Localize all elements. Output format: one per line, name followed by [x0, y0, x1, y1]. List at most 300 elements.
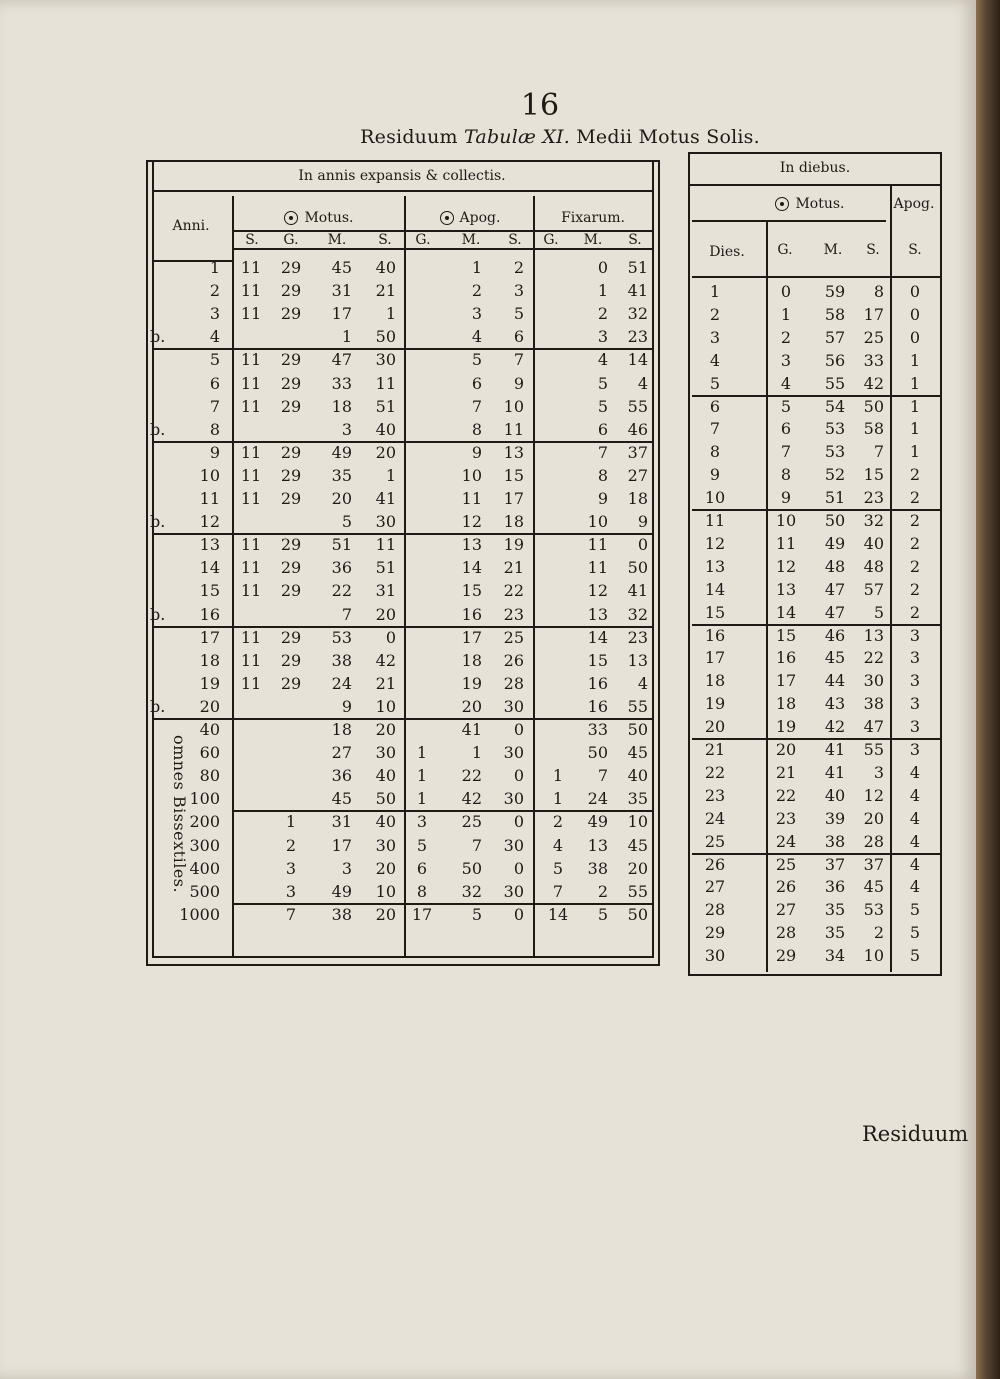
left-cell-mS: 11: [240, 627, 262, 647]
right-cell-g: 23: [775, 808, 797, 828]
left-cell-aM: 3: [471, 304, 482, 324]
left-cell-fG: 1: [552, 789, 564, 809]
right-cell-g: 21: [775, 762, 797, 782]
left-cell-fS: 41: [627, 281, 648, 301]
right-cell-s: 8: [873, 282, 884, 301]
right-cell-g: 18: [775, 694, 797, 714]
right-cell-m: 39: [824, 808, 846, 828]
left-cell-anni: 5: [209, 350, 220, 370]
right-cell-m: 34: [824, 946, 846, 966]
left-cell-anni: 100: [189, 789, 220, 809]
right-cell-m: 49: [824, 533, 846, 553]
left-cell-mG: 3: [285, 858, 297, 878]
left-cell-aS: 22: [503, 581, 524, 601]
left-cell-mG: 29: [280, 281, 302, 301]
vertical-label-bissextiles: omnes Bissextiles.: [170, 735, 189, 894]
right-cell-d: 16: [704, 625, 726, 645]
right-cell-a: 2: [909, 602, 921, 622]
right-cell-s: 12: [863, 785, 884, 805]
left-cell-aS: 3: [513, 281, 524, 301]
left-cell-mM: 47: [331, 350, 352, 370]
left-cell-aM: 1: [471, 258, 482, 277]
right-cell-s: 15: [863, 465, 884, 485]
right-cell-s: 10: [863, 946, 884, 966]
right-cell-s: 38: [863, 694, 884, 714]
left-cell-anni: 3: [209, 304, 220, 324]
right-cell-d: 2: [709, 304, 721, 324]
left-cell-fS: 23: [627, 627, 648, 647]
left-cell-mM: 1: [341, 327, 352, 347]
right-cell-g: 7: [780, 442, 792, 462]
right-cell-d: 25: [704, 831, 726, 851]
left-cell-aM: 13: [461, 535, 482, 555]
title-part-2: Tabulæ XI.: [464, 126, 570, 148]
left-cell-b: b.: [150, 419, 166, 439]
left-cell-mSec: 42: [375, 650, 396, 670]
left-cell-b: b.: [150, 327, 166, 347]
page-number: 16: [520, 88, 560, 123]
left-cell-anni: 80: [199, 766, 220, 786]
left-cell-mSec: 40: [375, 766, 396, 786]
left-cell-anni: 60: [199, 743, 220, 763]
left-cell-aG: 8: [416, 881, 428, 901]
sun-symbol-icon: [775, 197, 789, 211]
right-cell-m: 53: [824, 419, 846, 439]
left-cell-aM: 16: [461, 604, 482, 624]
right-subheader-rule: [692, 220, 886, 222]
left-cell-fM: 3: [597, 327, 608, 347]
left-cell-mG: 1: [285, 812, 297, 832]
left-cell-mSec: 40: [375, 258, 396, 277]
right-group-rule: [692, 853, 940, 855]
sub-right-apog-s: S.: [908, 242, 922, 258]
left-cell-aS: 7: [513, 350, 524, 370]
right-group-rule: [692, 738, 940, 740]
right-cell-g: 5: [780, 396, 792, 416]
left-cell-fM: 4: [597, 350, 608, 370]
left-cell-fM: 16: [587, 696, 608, 716]
left-cell-aM: 5: [471, 904, 482, 924]
anni-group-rule: [154, 441, 232, 443]
right-cell-s: 37: [863, 854, 884, 874]
right-cell-a: 0: [909, 327, 921, 347]
right-cell-m: 35: [824, 923, 846, 943]
left-cell-fM: 5: [597, 904, 608, 924]
right-cell-s: 13: [863, 625, 884, 645]
right-cell-s: 50: [863, 396, 884, 416]
left-cell-mSec: 51: [375, 396, 396, 416]
right-cell-m: 37: [824, 854, 846, 874]
left-cell-mM: 17: [331, 304, 352, 324]
right-cell-d: 5: [709, 373, 721, 393]
left-cell-mG: 3: [285, 881, 297, 901]
right-cell-a: 2: [909, 488, 921, 508]
right-table-caption: In diebus.: [779, 160, 851, 176]
right-cell-s: 28: [863, 831, 884, 851]
right-cell-d: 8: [709, 442, 721, 462]
left-cell-aM: 50: [461, 858, 482, 878]
left-cell-anni: 500: [189, 881, 220, 901]
sub-right-g: G.: [777, 242, 793, 258]
header-right-apog: Apog.: [893, 196, 935, 212]
right-cell-g: 29: [775, 946, 797, 966]
left-cell-mS: 11: [240, 304, 262, 324]
left-cell-fG: 14: [547, 904, 569, 924]
left-cell-mSec: 11: [375, 535, 396, 555]
left-cell-mS: 11: [240, 465, 262, 485]
left-cell-aG: 5: [416, 835, 428, 855]
left-cell-fM: 16: [587, 673, 608, 693]
right-cell-m: 41: [824, 762, 846, 782]
left-cell-aM: 2: [471, 281, 482, 301]
right-cell-d: 20: [704, 717, 726, 737]
catchword: Residuum: [862, 1122, 969, 1146]
left-cell-mSec: 50: [375, 789, 396, 809]
header-anni: Anni.: [172, 218, 210, 234]
left-cell-aM: 19: [461, 673, 482, 693]
right-cell-m: 38: [824, 831, 846, 851]
left-cell-fS: 50: [627, 720, 648, 739]
right-cell-s: 55: [863, 740, 884, 759]
right-cell-a: 4: [909, 762, 921, 782]
left-cell-anni: 17: [199, 627, 220, 647]
book-edge: [976, 0, 1000, 1379]
right-cell-g: 16: [775, 648, 797, 668]
left-cell-fS: 51: [627, 258, 648, 277]
right-cell-m: 55: [824, 373, 846, 393]
sub-motus-s: S.: [245, 232, 259, 248]
left-cell-anni: 6: [209, 373, 220, 393]
title-part-1: Residuum: [360, 126, 465, 148]
left-cell-anni: 400: [189, 858, 220, 878]
left-cell-mM: 27: [331, 743, 352, 763]
right-cell-m: 47: [824, 602, 846, 622]
right-cell-d: 10: [704, 488, 726, 508]
right-cell-m: 47: [824, 579, 846, 599]
right-cell-m: 48: [824, 556, 846, 576]
rule-dies-motus: [766, 222, 768, 972]
left-cell-fM: 7: [597, 766, 608, 786]
left-cell-anni: 10: [199, 465, 220, 485]
left-cell-aS: 30: [503, 696, 524, 716]
left-cell-mM: 53: [331, 627, 352, 647]
left-cell-mSec: 41: [375, 489, 396, 508]
right-cell-d: 3: [709, 327, 721, 347]
right-cell-g: 6: [780, 419, 792, 439]
left-cell-fS: 50: [627, 558, 648, 578]
right-cell-d: 7: [709, 419, 721, 439]
left-cell-mM: 51: [331, 535, 352, 555]
left-cell-aS: 28: [503, 673, 524, 693]
left-cell-fS: 4: [637, 373, 648, 393]
left-cell-fS: 14: [627, 350, 648, 370]
left-cell-fS: 0: [637, 535, 648, 555]
left-cell-aG: 1: [416, 789, 428, 809]
left-cell-aS: 30: [503, 835, 524, 855]
left-cell-mG: 29: [280, 465, 302, 485]
left-cell-aM: 7: [471, 396, 482, 416]
right-cell-d: 18: [704, 671, 726, 691]
right-cell-g: 9: [780, 488, 792, 508]
left-cell-anni: 200: [189, 812, 220, 832]
right-cell-m: 41: [824, 740, 846, 759]
left-cell-aS: 9: [513, 373, 524, 393]
left-cell-fS: 40: [627, 766, 648, 786]
left-cell-aM: 42: [461, 789, 482, 809]
left-cell-mG: 29: [280, 373, 302, 393]
sub-fix-s: S.: [628, 232, 642, 248]
right-cell-m: 59: [824, 282, 846, 301]
left-cell-mSec: 20: [375, 720, 396, 739]
right-cell-d: 17: [704, 648, 726, 668]
rule-motus-apog: [404, 196, 406, 956]
right-cell-m: 53: [824, 442, 846, 462]
right-cell-m: 50: [824, 511, 846, 530]
left-cell-mM: 45: [331, 789, 352, 809]
left-cell-mM: 7: [341, 604, 352, 624]
left-cell-mSec: 1: [385, 304, 396, 324]
right-cell-g: 17: [775, 671, 797, 691]
header-motus: [236, 210, 402, 226]
left-cell-aS: 25: [503, 627, 524, 647]
right-cell-g: 3: [780, 350, 792, 370]
left-cell-fS: 41: [627, 581, 648, 601]
left-cell-aS: 5: [513, 304, 524, 324]
right-group-rule: [692, 395, 940, 397]
left-cell-mM: 18: [331, 396, 352, 416]
right-cell-a: 3: [909, 694, 921, 714]
left-cell-mM: 45: [331, 258, 352, 277]
right-cell-d: 28: [704, 900, 726, 920]
left-cell-fS: 9: [637, 512, 648, 532]
right-cell-s: 47: [863, 717, 884, 737]
left-cell-fG: 7: [552, 881, 564, 901]
left-cell-mSec: 1: [385, 465, 396, 485]
right-cell-a: 3: [909, 648, 921, 668]
left-cell-aM: 32: [461, 881, 482, 901]
right-cell-g: 22: [775, 785, 797, 805]
right-cell-a: 2: [909, 556, 921, 576]
rule-apog-fix: [533, 196, 535, 956]
left-cell-aS: 19: [503, 535, 524, 555]
left-caption-rule: [152, 190, 652, 192]
right-cell-d: 11: [704, 511, 726, 530]
left-cell-aM: 10: [461, 465, 482, 485]
right-cell-d: 22: [704, 762, 726, 782]
right-cell-d: 19: [704, 694, 726, 714]
left-cell-fM: 2: [597, 304, 608, 324]
right-cell-a: 1: [909, 442, 921, 462]
left-cell-aM: 4: [471, 327, 482, 347]
left-cell-aG: 6: [416, 858, 428, 878]
left-cell-mSec: 30: [375, 512, 396, 532]
right-cell-a: 4: [909, 808, 921, 828]
left-cell-aS: 21: [503, 558, 524, 578]
left-cell-mSec: 20: [375, 904, 396, 924]
header-motus-label: Motus.: [304, 210, 354, 226]
left-cell-aM: 8: [471, 419, 482, 439]
left-cell-fS: 13: [627, 650, 648, 670]
left-cell-anni: 13: [199, 535, 220, 555]
page-title: [0, 126, 1000, 148]
right-cell-m: 42: [824, 717, 846, 737]
right-cell-m: 35: [824, 900, 846, 920]
right-cell-d: 1: [709, 282, 721, 301]
subheader-rule-bottom: [234, 248, 652, 250]
left-cell-fS: 55: [627, 696, 648, 716]
left-group-rule: [234, 903, 652, 905]
left-cell-mM: 5: [341, 512, 352, 532]
left-cell-mS: 11: [240, 581, 262, 601]
right-cell-a: 0: [909, 282, 921, 301]
right-cell-d: 29: [704, 923, 726, 943]
left-cell-aS: 0: [513, 812, 524, 832]
left-cell-aM: 9: [471, 442, 482, 462]
right-cell-a: 4: [909, 831, 921, 851]
right-cell-d: 27: [704, 877, 726, 897]
left-cell-mSec: 31: [375, 581, 396, 601]
left-cell-fM: 5: [597, 396, 608, 416]
right-header-rule: [692, 276, 940, 278]
left-cell-mSec: 20: [375, 604, 396, 624]
sub-apog-g: G.: [415, 232, 431, 248]
anni-group-rule: [154, 718, 232, 720]
right-cell-g: 28: [775, 923, 797, 943]
left-cell-anni: 16: [199, 604, 220, 624]
anni-group-rule: [154, 348, 232, 350]
right-cell-g: 0: [780, 282, 792, 301]
left-cell-aM: 20: [461, 696, 482, 716]
sub-apog-s: S.: [508, 232, 522, 248]
left-cell-fS: 50: [627, 904, 648, 924]
left-cell-mS: 11: [240, 396, 262, 416]
anni-group-rule: [154, 533, 232, 535]
left-cell-mSec: 11: [375, 373, 396, 393]
left-cell-fM: 9: [597, 489, 608, 508]
anni-group-rule: [154, 626, 232, 628]
right-cell-s: 45: [863, 877, 884, 897]
left-cell-fM: 11: [587, 535, 608, 555]
left-cell-anni: 2: [209, 281, 220, 301]
sun-symbol-icon: [440, 211, 454, 225]
sub-right-m: M.: [823, 242, 843, 258]
right-cell-g: 20: [775, 740, 797, 759]
left-cell-b: b.: [150, 512, 166, 532]
left-cell-mSec: 40: [375, 419, 396, 439]
right-cell-m: 44: [824, 671, 846, 691]
left-cell-fM: 8: [597, 465, 608, 485]
right-cell-a: 4: [909, 785, 921, 805]
left-cell-mSec: 50: [375, 327, 396, 347]
right-cell-a: 3: [909, 671, 921, 691]
left-cell-aM: 22: [461, 766, 482, 786]
right-cell-s: 30: [863, 671, 884, 691]
left-cell-aS: 2: [513, 258, 524, 277]
left-cell-mSec: 10: [375, 881, 396, 901]
left-cell-fS: 32: [627, 304, 648, 324]
left-cell-aS: 18: [503, 512, 524, 532]
left-cell-mM: 31: [331, 812, 352, 832]
right-cell-s: 7: [873, 442, 884, 462]
left-cell-mG: 29: [280, 396, 302, 416]
left-cell-aS: 15: [503, 465, 524, 485]
right-cell-m: 51: [824, 488, 846, 508]
left-cell-fS: 37: [627, 442, 648, 462]
right-cell-d: 21: [704, 740, 726, 759]
left-cell-fS: 27: [627, 465, 648, 485]
right-cell-a: 5: [909, 900, 921, 920]
left-cell-anni: 18: [199, 650, 220, 670]
left-cell-fM: 6: [597, 419, 608, 439]
left-cell-anni: 19: [199, 673, 220, 693]
left-cell-anni: 1: [209, 258, 220, 277]
right-cell-d: 12: [704, 533, 726, 553]
left-cell-mG: 29: [280, 650, 302, 670]
right-cell-a: 2: [909, 465, 921, 485]
left-cell-mG: 29: [280, 489, 302, 508]
right-cell-g: 10: [775, 511, 797, 530]
right-cell-g: 15: [775, 625, 797, 645]
right-cell-m: 54: [824, 396, 846, 416]
left-cell-aG: 3: [416, 812, 428, 832]
left-cell-aM: 18: [461, 650, 482, 670]
left-cell-mSec: 51: [375, 558, 396, 578]
right-group-rule: [692, 509, 940, 511]
left-cell-fM: 15: [587, 650, 608, 670]
left-cell-fG: 5: [552, 858, 564, 878]
right-cell-a: 0: [909, 304, 921, 324]
right-cell-a: 3: [909, 717, 921, 737]
left-cell-mSec: 40: [375, 812, 396, 832]
left-cell-fS: 4: [637, 673, 648, 693]
sub-fix-m: M.: [583, 232, 603, 248]
left-cell-aM: 14: [461, 558, 482, 578]
right-cell-g: 14: [775, 602, 797, 622]
right-cell-a: 2: [909, 579, 921, 599]
left-cell-fM: 13: [587, 604, 608, 624]
right-cell-g: 13: [775, 579, 797, 599]
right-cell-a: 1: [909, 373, 921, 393]
sub-fix-g: G.: [543, 232, 559, 248]
right-cell-s: 22: [863, 648, 884, 668]
left-cell-aS: 10: [503, 396, 524, 416]
right-cell-s: 17: [863, 304, 884, 324]
right-cell-d: 6: [709, 396, 721, 416]
left-cell-fM: 33: [587, 720, 608, 739]
right-cell-g: 26: [775, 877, 797, 897]
right-cell-s: 53: [863, 900, 884, 920]
left-cell-aS: 30: [503, 789, 524, 809]
left-cell-fM: 2: [597, 881, 608, 901]
left-cell-aG: 1: [416, 743, 428, 763]
header-apog: [408, 210, 532, 226]
left-cell-mM: 17: [331, 835, 352, 855]
left-cell-aS: 30: [503, 743, 524, 763]
left-cell-mM: 3: [341, 858, 352, 878]
left-cell-aS: 23: [503, 604, 524, 624]
left-cell-fS: 18: [627, 489, 648, 508]
right-cell-s: 58: [863, 419, 884, 439]
right-cell-d: 24: [704, 808, 726, 828]
left-cell-anni: 7: [209, 396, 220, 416]
right-cell-s: 5: [873, 602, 884, 622]
right-cell-g: 11: [775, 533, 797, 553]
left-cell-mM: 38: [331, 904, 352, 924]
right-cell-s: 57: [863, 579, 884, 599]
right-cell-d: 4: [709, 350, 721, 370]
left-group-rule: [234, 626, 652, 628]
left-cell-mSec: 10: [375, 696, 396, 716]
